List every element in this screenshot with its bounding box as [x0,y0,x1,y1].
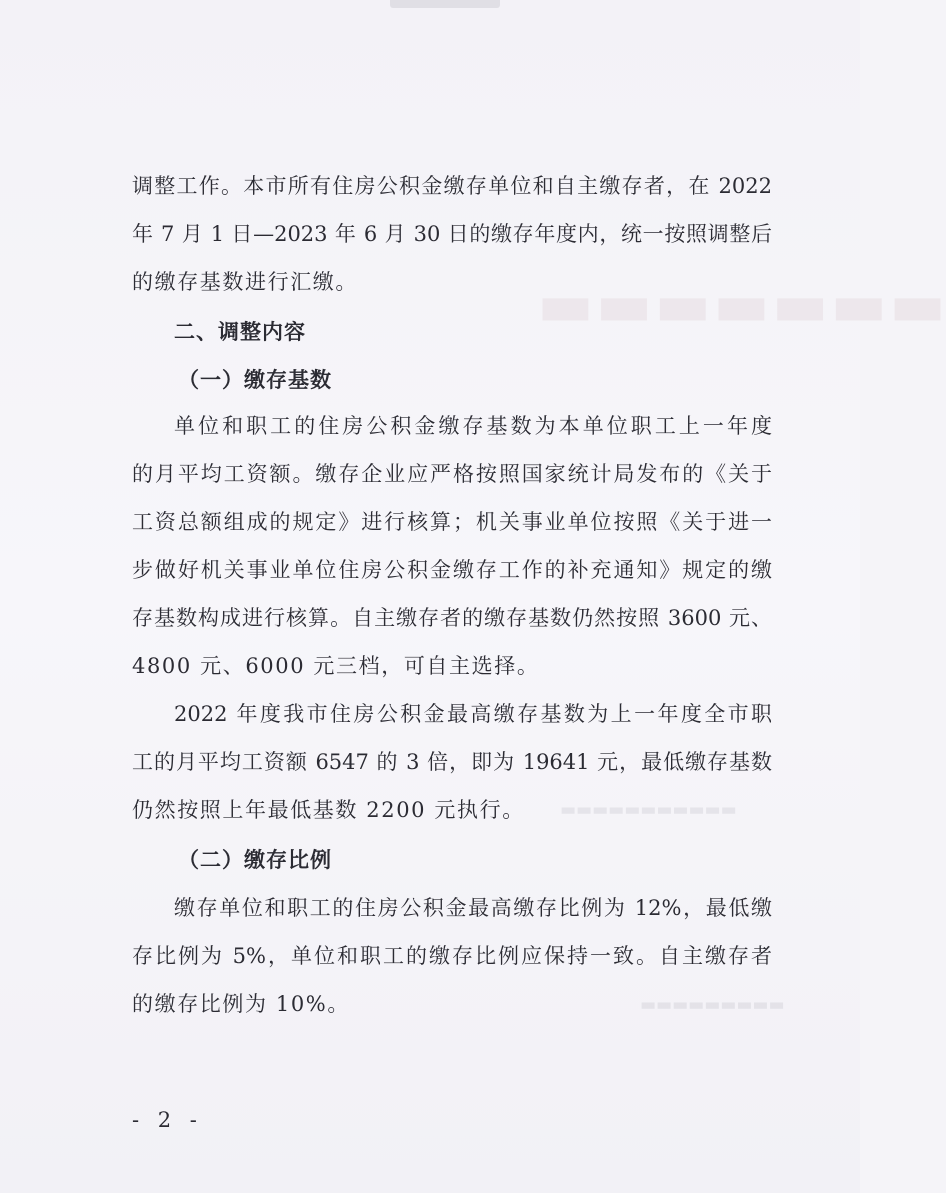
paragraph-line: 2022 年度我市住房公积金最高缴存基数为上一年度全市职 [174,702,772,726]
paragraph-line: 单位和职工的住房公积金缴存基数为本单位职工上一年度 [174,414,772,438]
paragraph-line: 4800 元、6000 元三档，可自主选择。 [132,654,540,678]
paragraph-line: 工的月平均工资额 6547 的 3 倍，即为 19641 元，最低缴存基数 [132,750,772,774]
intro-line-1: 调整工作。本市所有住房公积金缴存单位和自主缴存者，在 2022 [132,174,772,198]
paragraph-line: 步做好机关事业单位住房公积金缴存工作的补充通知》规定的缴 [132,558,772,582]
paragraph-line: 的月平均工资额。缴存企业应严格按照国家统计局发布的《关于 [132,462,772,486]
reverse-side-bleed-line: ▬▬▬▬▬▬▬▬▬ [640,995,785,1015]
paragraph-line: 的缴存比例为 10%。 [132,992,350,1016]
paragraph-line: 存比例为 5%，单位和职工的缴存比例应保持一致。自主缴存者 [132,944,772,968]
subsection-heading-contribution-rate: （二）缴存比例 [178,847,332,872]
paragraph-line: 工资总额组成的规定》进行核算；机关事业单位按照《关于进一 [132,510,772,534]
scan-edge-mark [390,0,500,8]
intro-line-3: 的缴存基数进行汇缴。 [132,270,358,294]
intro-line-2: 年 7 月 1 日—2023 年 6 月 30 日的缴存年度内，统一按照调整后 [132,222,772,246]
paragraph-line: 缴存单位和职工的住房公积金最高缴存比例为 12%，最低缴 [174,896,772,920]
paragraph-line: 仍然按照上年最低基数 2200 元执行。 [132,798,525,822]
page-number: - 2 - [132,1108,203,1132]
paragraph-line: 存基数构成进行核算。自主缴存者的缴存基数仍然按照 3600 元、 [132,606,772,630]
subsection-heading-contribution-base: （一）缴存基数 [178,367,332,392]
reverse-side-bleed-line: ▬▬▬▬▬▬▬▬▬▬▬ [560,800,737,820]
reverse-side-bleed: ▬▬▬▬▬▬▬ [535,270,946,340]
section-heading: 二、调整内容 [174,320,306,344]
